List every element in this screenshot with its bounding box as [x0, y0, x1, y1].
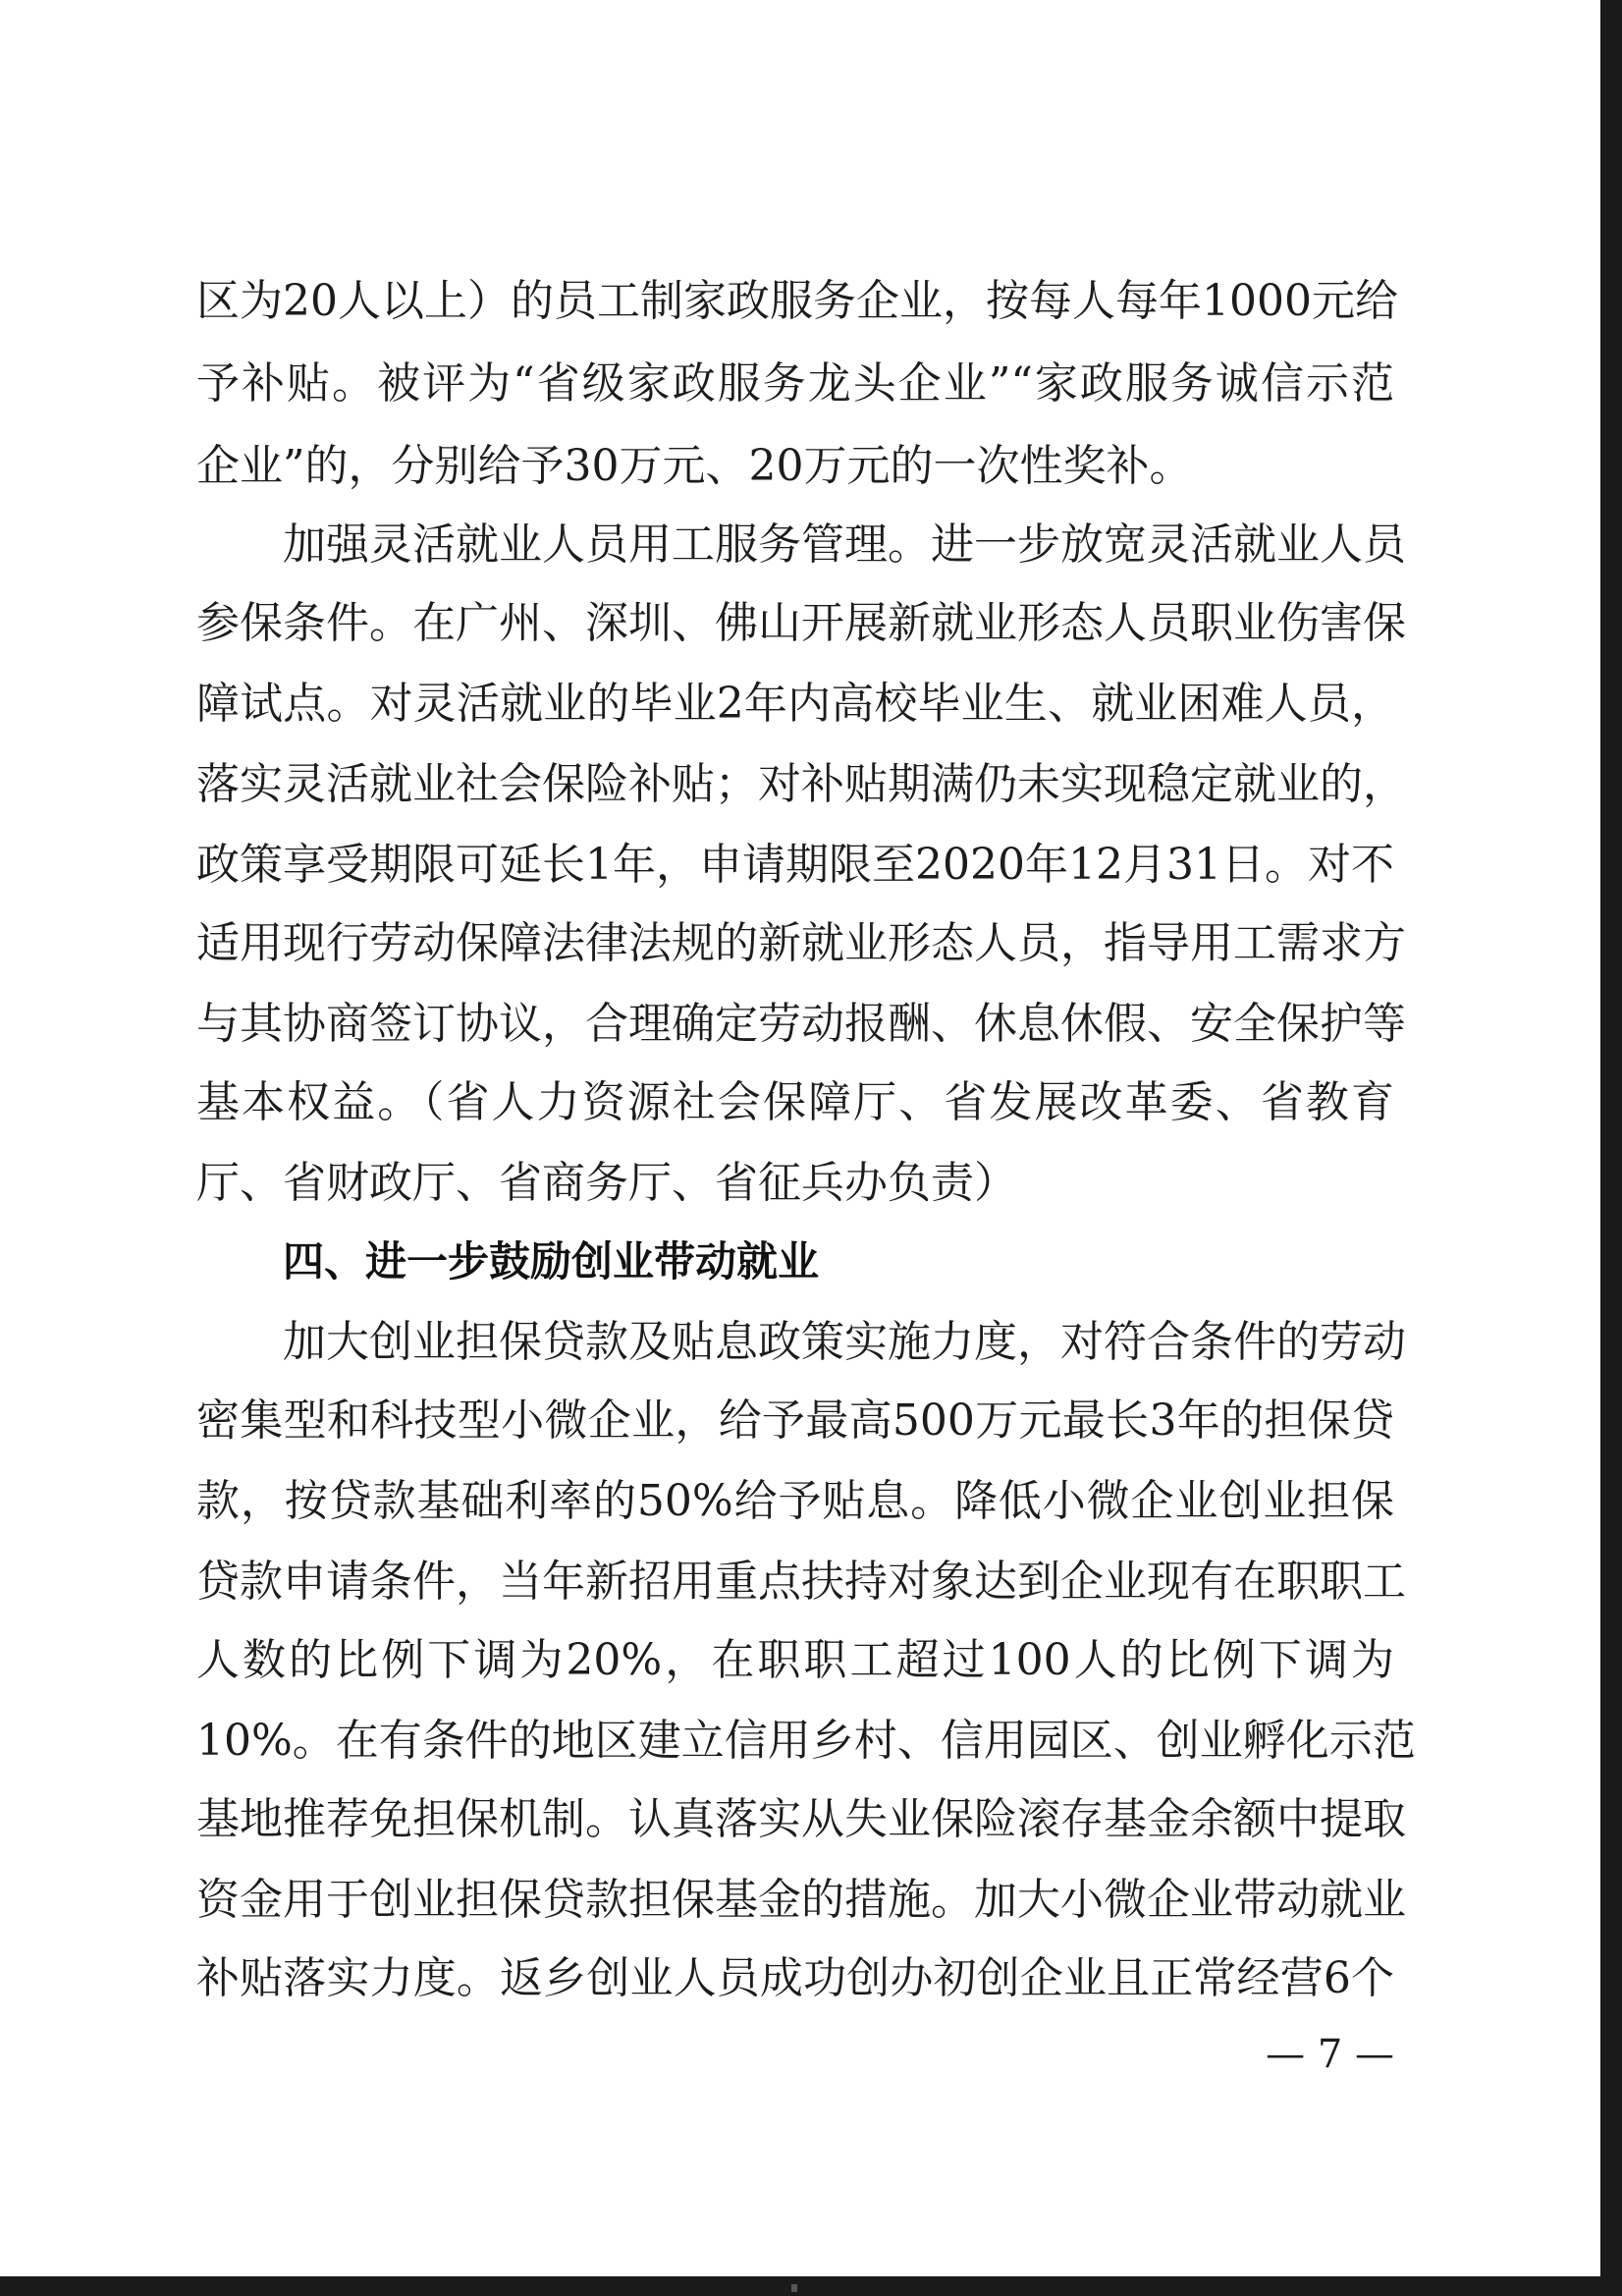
text-line: 障试点。对灵活就业的毕业2年内高校毕业生、就业困难人员，	[196, 679, 1394, 729]
text-line: 企业”的，分别给予30万元、20万元的一次性奖补。	[196, 441, 1193, 491]
text-line: 区为20人以上）的员工制家政服务企业，按每人每年1000元给	[196, 276, 1398, 326]
text-line: 予补贴。被评为“省级家政服务龙头企业”“家政服务诚信示范	[196, 358, 1394, 409]
scan-border-right	[1600, 0, 1622, 2296]
page-number: — 7 —	[1266, 2032, 1394, 2077]
text-line: 资金用于创业担保贷款担保基金的措施。加大小微企业带动就业	[196, 1875, 1406, 1925]
text-line: 政策享受期限可延长1年，申请期限至2020年12月31日。对不	[196, 840, 1394, 890]
text-line: 基本权益。（省人力资源社会保障厅、省发展改革委、省教育	[196, 1077, 1394, 1127]
text-line: 厅、省财政厅、省商务厅、省征兵办负责）	[196, 1158, 1017, 1208]
text-line: 10%。在有条件的地区建立信用乡村、信用园区、创业孵化示范	[196, 1716, 1416, 1766]
text-line: 落实灵活就业社会保险补贴；对补贴期满仍未实现稳定就业的，	[196, 759, 1406, 809]
text-line: 款，按贷款基础利率的50%给予贴息。降低小微企业创业担保	[196, 1476, 1394, 1526]
text-line: 贷款申请条件，当年新招用重点扶持对象达到企业现有在职职工	[196, 1557, 1406, 1607]
text-line: 适用现行劳动保障法律法规的新就业形态人员，指导用工需求方	[196, 918, 1406, 968]
text-line: 补贴落实力度。返乡创业人员成功创办初创企业且正常经营6个	[196, 1953, 1394, 2003]
section-heading: 四、进一步鼓励创业带动就业	[283, 1237, 820, 1285]
text-line: 基地推荐免担保机制。认真落实从失业保险滚存基金余额中提取	[196, 1794, 1406, 1844]
scan-border-bottom	[0, 2276, 1622, 2296]
scan-artifact	[791, 2284, 797, 2292]
text-line: 人数的比例下调为20%，在职职工超过100人的比例下调为	[196, 1635, 1394, 1685]
paragraph-start-line: 加大创业担保贷款及贴息政策实施力度，对符合条件的劳动	[283, 1317, 1406, 1367]
text-line: 密集型和科技型小微企业，给予最高500万元最长3年的担保贷	[196, 1395, 1394, 1446]
text-line: 参保条件。在广州、深圳、佛山开展新就业形态人员职业伤害保	[196, 598, 1406, 648]
paragraph-start-line: 加强灵活就业人员用工服务管理。进一步放宽灵活就业人员	[283, 519, 1406, 570]
text-line: 与其协商签订协议，合理确定劳动报酬、休息休假、安全保护等	[196, 999, 1406, 1049]
